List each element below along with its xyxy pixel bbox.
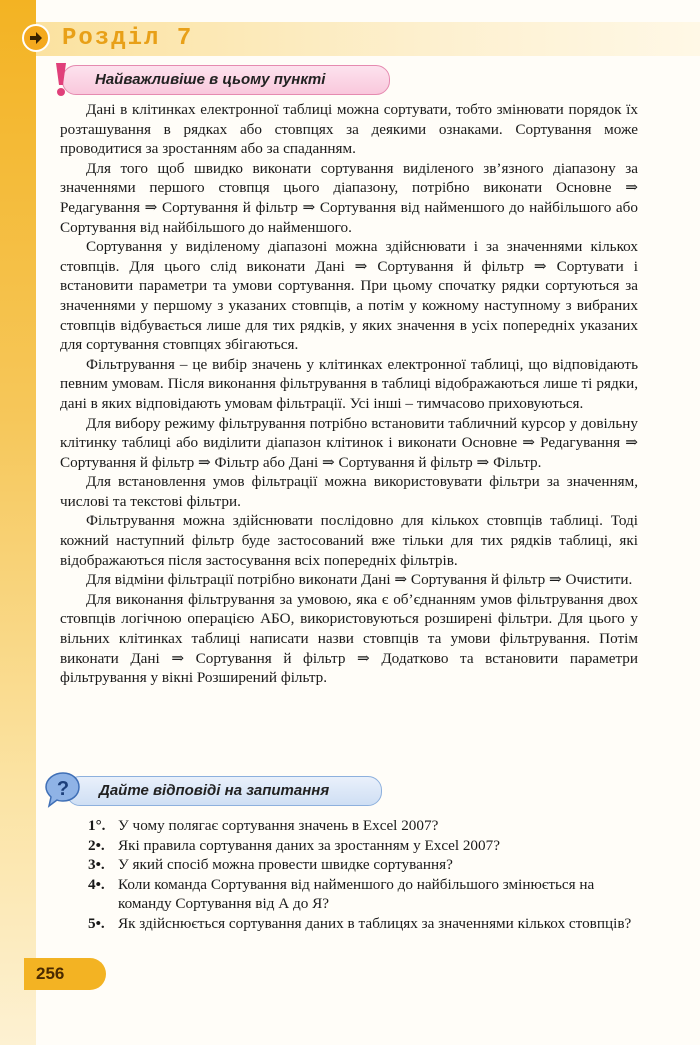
paragraph: Для відміни фільтрації потрібно виконати Дані ⇒ Сортування й фільтр ⇒ Очистити. (86, 571, 633, 589)
paragraph: Сортування у виділеному діапазоні можна здійснювати і за значеннями кількох стовпців. Для цього слід виконати Дані ⇒ Сортування й фільтр ⇒ Сортувати і встановити параметри та умови сортування. При цьому спочатку рядки сортуються за значеннями у першому з указаних стовпців, а потім у кожному наступному з вибраних стовпців відбувається лише для тих рядків, у яких значення в усіх попередніх указаних для сортування стовпцях збігаються. (60, 238, 638, 354)
list-item (88, 875, 640, 914)
question-icon (44, 770, 82, 810)
left-color-band (0, 0, 36, 1045)
question-number: 2•. (88, 836, 105, 854)
paragraph: Для виконання фільтрування за умовою, яка є об’єднанням умов фільтрування двох стовпців логічною операцією АБО, використовуються розширені фільтри. Для цього у вільних клітинках таблиці написати назви стовпців та умови фільтрування. Потім виконати Дані ⇒ Сортування й фільтр ⇒ Додатково та встановити параметри фільтрування у вікні Розширений фільтр. (60, 590, 638, 687)
paragraph: Фільтрування – це вибір значень у клітинках електронної таблиці, що відповідають певним умовам. Після виконання фільтрування в таблиці відображаються лише ті рядки, дані в яких відповідають умовам фільтрації. Усі інші – тимчасово приховуються. (60, 355, 638, 412)
summary-banner (62, 65, 390, 95)
questions-list (88, 816, 640, 934)
question-number: 5•. (88, 914, 105, 932)
list-item (88, 836, 640, 856)
chapter-title: Розділ 7 (62, 25, 194, 52)
paragraph: Для того щоб швидко виконати сортування виділеного зв’язного діапазону за значеннями першого стовпця цього діапазону, потрібно виконати Основне ⇒ Редагування ⇒ Сортування й фільтр ⇒ Сортування від найменшого до найбільшого або Сортування від найбільшого до найменшого. (60, 159, 638, 236)
summary-banner-title: Найважливіше в цьому пункті (95, 71, 326, 88)
paragraph: Для встановлення умов фільтрації можна використовувати фільтри за значенням, числові та текстові фільтри. (60, 473, 638, 510)
questions-banner-title: Дайте відповіді на запитання (99, 782, 330, 799)
question-text: Коли команда Сортування від найменшого до найбільшого змінюється на команду Сортування від А до Я? (118, 875, 595, 913)
svg-text:?: ? (56, 778, 70, 800)
list-item (88, 914, 640, 934)
question-number: 4•. (88, 875, 105, 893)
paragraph: Дані в клітинках електронної таблиці можна сортувати, тобто змінювати порядок їх розташування в рядках або стовпцях за деякими ознаками. Сортування може проводитися за зростанням або за спаданням. (60, 101, 638, 158)
question-number: 1°. (88, 817, 106, 834)
questions-banner (66, 776, 382, 806)
paragraph: Фільтрування можна здійснювати послідовно для кількох стовпців таблиці. Тоді кожний наступний фільтр буде застосований вже тільки для тих рядків таблиці, які відображаються після застосування всіх попередніх фільтрів. (60, 512, 638, 569)
list-item (88, 816, 640, 836)
question-text: У який спосіб можна провести швидке сортування? (118, 856, 453, 874)
main-text (60, 100, 638, 688)
page-number: 256 (36, 964, 65, 983)
question-text: Які правила сортування даних за зростанням у Excel 2007? (118, 836, 500, 854)
exclamation-icon (50, 61, 72, 97)
question-number: 3•. (88, 856, 105, 874)
question-text: У чому полягає сортування значень в Excel 2007? (118, 817, 439, 834)
list-item (88, 855, 640, 875)
question-text: Як здійснюється сортування даних в таблицях за значеннями кількох стовпців? (118, 914, 632, 932)
paragraph: Для вибору режиму фільтрування потрібно встановити табличний курсор у довільну клітинку таблиці або виділити діапазон клітинок і виконати Основне ⇒ Редагування ⇒ Сортування й фільтр ⇒ Фільтр або Дані ⇒ Сортування й фільтр ⇒ Фільтр. (60, 414, 638, 471)
chapter-arrow-icon (22, 24, 50, 52)
